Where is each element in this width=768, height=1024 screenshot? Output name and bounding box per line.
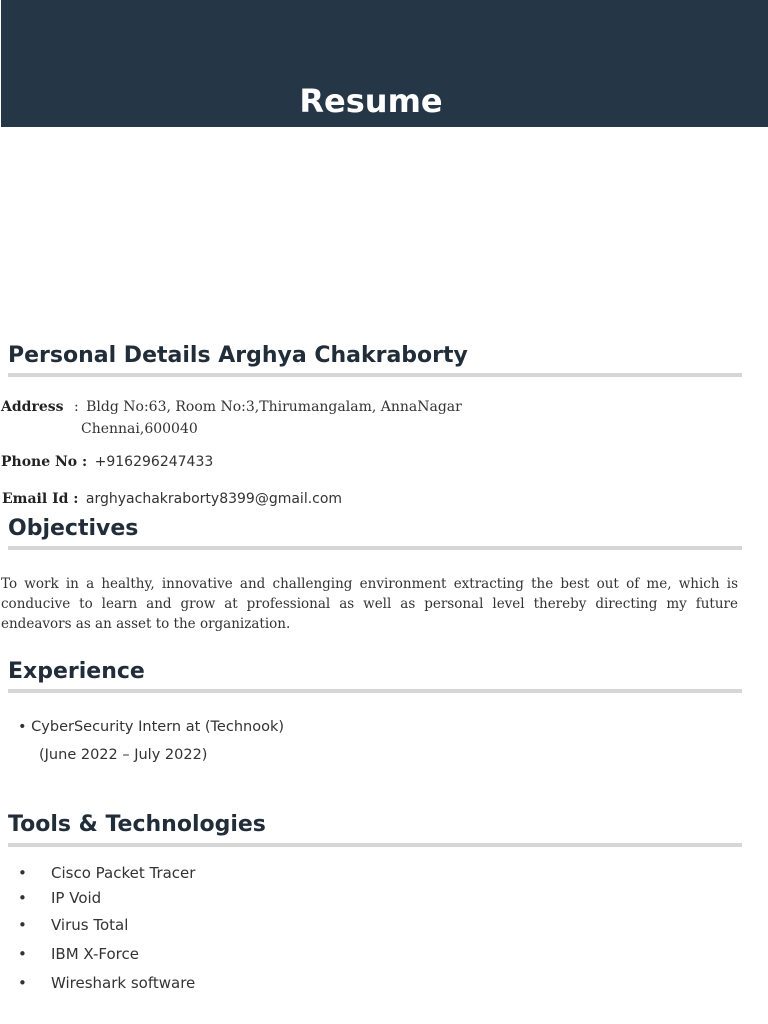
address-label: Address [1,399,64,415]
phone-value: +916296247433 [94,454,214,470]
experience-period: (June 2022 – July 2022) [39,747,208,763]
tool-name: Wireshark software [51,974,196,992]
bullet: • [18,974,27,992]
list-item [18,864,195,882]
page-title: Resume [299,82,443,120]
bullet: • [18,864,27,882]
section-divider [8,843,742,847]
list-item [18,916,128,934]
section-divider [8,689,742,693]
address-line-2: Chennai,600040 [81,421,198,437]
tool-name: IBM X-Force [51,945,139,963]
phone-row [1,454,213,470]
tools-heading: Tools & Technologies [8,812,266,837]
objective-text: To work in a healthy, innovative and challenging environment extracting the best out of me, which is conducive to learn and grow at professional as well as personal level thereby directing my future endeavors as an asset to the organization. [1,576,738,632]
list-item [18,945,139,963]
address-line-1: Bldg No:63, Room No:3,Thirumangalam, AnnaNagar [86,399,462,415]
bullet: • [18,916,27,934]
list-item [18,974,195,992]
personal-details-heading: Personal Details Arghya Chakraborty [8,343,468,368]
address-separator: : [73,399,79,415]
bullet: • [18,719,27,735]
experience-role: CyberSecurity Intern at (Technook) [31,719,284,735]
experience-item [18,719,284,735]
phone-label: Phone No : [1,454,88,470]
experience-heading: Experience [8,659,145,684]
bullet: • [18,889,27,907]
section-divider [8,373,742,377]
tool-name: Cisco Packet Tracer [51,864,196,882]
objectives-heading: Objectives [8,516,139,541]
list-item [18,889,101,907]
email-value: arghyachakraborty8399@gmail.com [85,491,343,507]
email-row [2,491,342,507]
tool-name: Virus Total [51,916,129,934]
tool-name: IP Void [51,889,102,907]
address-row [1,399,462,415]
bullet: • [18,945,27,963]
email-label: Email Id : [2,491,79,507]
section-divider [8,546,742,550]
